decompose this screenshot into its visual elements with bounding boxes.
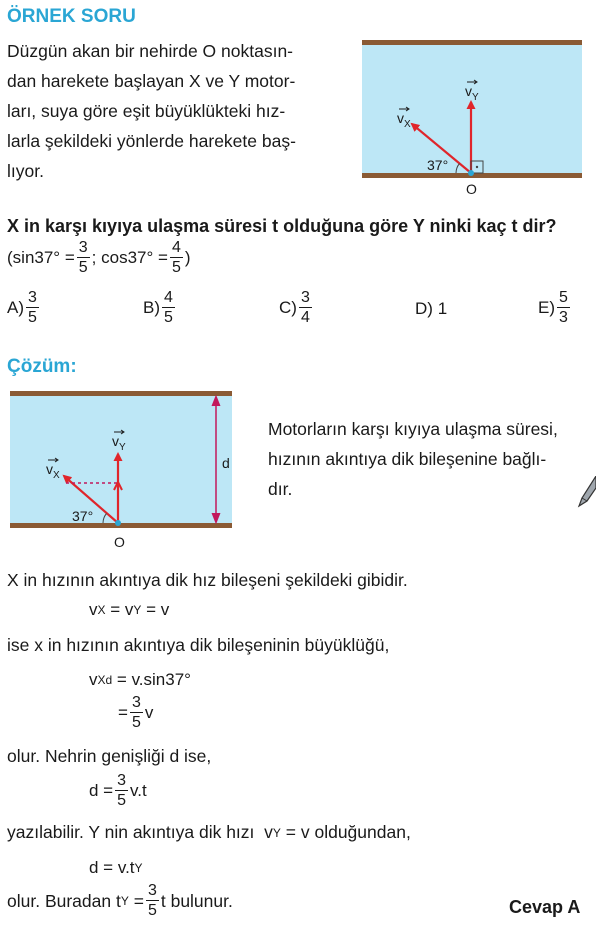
- vx-label: $v_X$: [397, 110, 411, 130]
- problem-line: dan harekete başlayan X ve Y motor-: [7, 71, 296, 91]
- cos-fraction: $\frac{4}{5}$: [171, 239, 181, 276]
- river-bank-top: [10, 391, 232, 396]
- river-figure-2: [8, 386, 236, 551]
- answer-label: Cevap A: [509, 897, 581, 917]
- solution-heading: Çözüm:: [7, 356, 77, 377]
- example-heading: ÖRNEK SORU: [7, 6, 136, 27]
- vy-label: $v_Y$: [112, 433, 126, 453]
- equation-5: d = v.t Y: [89, 858, 143, 877]
- vy-label: $v_Y$: [465, 83, 479, 103]
- origin-label: O: [114, 534, 125, 550]
- river-bank-bottom: [10, 523, 232, 528]
- solution-line-3: olur. Nehrin genişliği d ise,: [7, 746, 212, 766]
- option-a[interactable]: A) $\frac{3}{5}$: [7, 289, 37, 326]
- river-bank-top: [362, 40, 582, 45]
- origin-point: [468, 170, 474, 176]
- angle-label: 37°: [427, 157, 449, 173]
- question-text: X in karşı kıyıya ulaşma süresi t olduğuna göre Y ninki kaç t dir?: [7, 216, 557, 236]
- given-values: (sin37° = $\frac{3}{5}$ ; cos37° = $\frac{4}{5}$ ): [7, 239, 191, 276]
- solution-side-text: Motorların karşı kıyıya ulaşma süresi, hızının akıntıya dik bileşenine bağlı- dır.: [268, 419, 558, 499]
- river-water: [10, 396, 232, 524]
- equation-1: v X = v Y = v: [89, 600, 170, 619]
- origin-label: O: [466, 181, 477, 197]
- vx-label: $v_X$: [46, 461, 60, 481]
- problem-line: larla şekildeki yönlerde harekete baş-: [7, 131, 296, 151]
- solution-line-2: ise x in hızının akıntıya dik bileşeninin büyüklüğü,: [7, 635, 390, 655]
- option-c[interactable]: C) $\frac{3}{4}$: [279, 289, 310, 326]
- river-figure-1: [355, 34, 590, 199]
- angle-label: 37°: [72, 508, 94, 524]
- problem-line: ları, suya göre eşit büyüklükteki hız-: [7, 101, 286, 121]
- option-d[interactable]: D) 1: [415, 299, 448, 318]
- pencil-icon: [576, 476, 596, 508]
- option-b[interactable]: B) $\frac{4}{5}$: [143, 289, 173, 326]
- sin-fraction: $\frac{3}{5}$: [78, 239, 88, 276]
- equation-2: v Xd = v.sin37°: [89, 670, 191, 689]
- problem-line: lıyor.: [7, 161, 44, 181]
- problem-line: Düzgün akan bir nehirde O noktasın-: [7, 41, 293, 61]
- equation-4: d = $\frac{3}{5}$ v.t: [89, 772, 147, 809]
- final-line: olur. Buradan t Y = $\frac{3}{5}$ t bulunur.: [7, 882, 233, 919]
- origin-point: [115, 520, 121, 526]
- solution-line-4: yazılabilir. Y nin akıntıya dik hızı v Y = v olduğundan,: [7, 822, 411, 842]
- problem-text: [7, 36, 296, 186]
- equation-3: = $\frac{3}{5}$ v: [118, 694, 154, 731]
- width-label: d: [222, 455, 230, 471]
- solution-line-1: X in hızının akıntıya dik hız bileşeni şekildeki gibidir.: [7, 570, 408, 590]
- option-e[interactable]: E) $\frac{5}{3}$: [538, 289, 568, 326]
